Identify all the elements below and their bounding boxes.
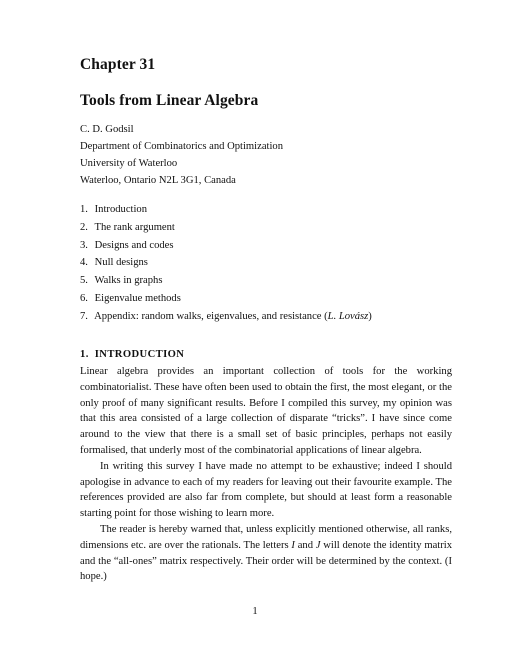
toc-item-suffix: ) [368,310,372,322]
toc-item-number: 6. [80,292,88,304]
toc-item-number: 1. [80,204,88,215]
paragraph: Linear algebra provides an important collection of tools for the working combinatorialist. These have often been used to obtain the first, the most elegant, or the only proof of many significant results. Before I compiled this survey, my opinion was that this area consisted of a large collection of disparate “tricks”. I have since come around to the view that there is a small set of basic principles, perhaps not easily formalised, that underly most of the combinatorial applications of linear algebra. [80,366,452,456]
toc-item-title: Eigenvalue methods [94,292,181,304]
math-variable: J [315,539,321,551]
author-name: C. D. Godsil [80,124,134,135]
toc-item-introduction [80,201,372,219]
author-block [80,121,283,189]
paragraph-text: and [294,539,316,551]
toc-item-title: Introduction [94,204,148,215]
toc-item-appendix [80,308,372,326]
body-text [80,364,452,585]
chapter-title: Tools from Linear Algebra [80,92,259,109]
paragraph-text: The reader is hereby warned that, unless explicitly mentioned otherwise, all ranks, dimensions etc. are over the rationals. The letters [80,523,452,551]
toc-item-designs-codes [80,237,372,255]
paragraph: In writing this survey I have made no attempt to be exhaustive; indeed I should apologise in advance to each of my readers for leaving out their favourite example. The references provided are also far from complete, but should at least form a reasonable starting point for those wishing to learn more. [80,460,452,520]
toc-item-number: 7. [80,310,88,322]
section-heading [80,349,184,360]
toc-item-title: Appendix: random walks, eigenvalues, and resistance ( [94,310,328,322]
toc-item-rank-argument [80,219,372,237]
table-of-contents [80,201,372,326]
toc-item-title: The rank argument [94,221,175,233]
page-number: 1 [252,606,258,617]
toc-item-walks-in-graphs [80,272,372,290]
paragraph [80,522,452,585]
toc-item-title: Designs and codes [94,239,174,251]
toc-item-author-note: L. Lovász [327,310,369,322]
toc-item-null-designs [80,254,372,272]
author-address: Waterloo, Ontario N2L 3G1, Canada [80,175,236,186]
toc-item-number: 3. [80,239,88,251]
section-title: INTRODUCTION [94,349,185,360]
paragraph-text: will denote the identity matrix and the “all-ones” matrix respectively. Their order will be determined by the context. (I hope.) [80,539,453,583]
toc-item-number: 5. [80,275,88,287]
toc-item-title: Null designs [94,257,148,269]
toc-item-number: 4. [80,257,88,269]
toc-item-eigenvalue-methods [80,290,372,308]
toc-item-number: 2. [80,221,88,233]
toc-item-title: Walks in graphs [94,275,163,287]
section-number: 1. [80,349,89,360]
author-department: Department of Combinatorics and Optimization [80,141,283,152]
author-institution: University of Waterloo [80,158,178,169]
chapter-number: Chapter 31 [80,56,156,73]
math-variable: I [291,539,295,551]
